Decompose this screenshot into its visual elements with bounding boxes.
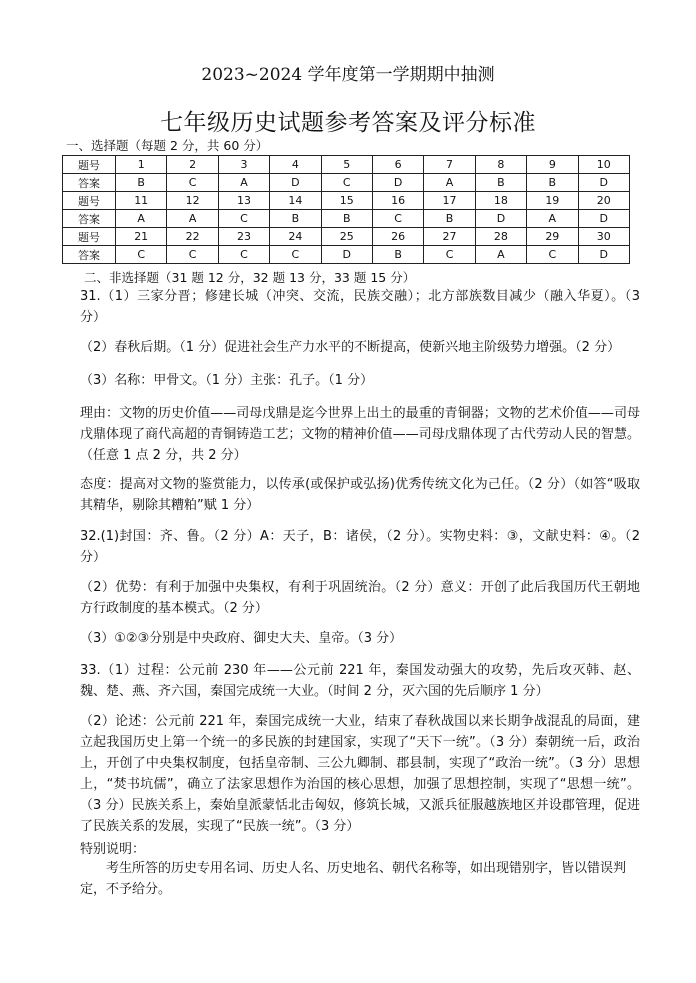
row-label: 答案	[63, 210, 116, 228]
table-cell: D	[475, 210, 526, 228]
table-row	[63, 210, 630, 228]
answer-31-3: （3）名称：甲骨文。（1 分）主张：孔子。（1 分）	[80, 373, 374, 388]
table-row	[63, 174, 630, 192]
table-cell: D	[578, 174, 629, 192]
answer-33-1: 33.（1）过程：公元前 230 年——公元前 221 年，秦国发动强大的攻势，先后攻灭韩、赵、魏、楚、燕、齐六国，秦国完成统一大业。（时间 2 分，灭六国的先后顺序 1 分）	[80, 663, 640, 699]
table-cell: 21	[116, 228, 167, 246]
table-cell: 9	[527, 156, 578, 174]
table-cell: 16	[372, 192, 423, 210]
table-cell: B	[527, 174, 578, 192]
table-cell: C	[167, 174, 218, 192]
table-cell: 6	[372, 156, 423, 174]
table-cell: C	[218, 246, 269, 264]
table-cell: B	[270, 210, 321, 228]
table-cell: A	[167, 210, 218, 228]
table-cell: 26	[372, 228, 423, 246]
table-cell: 29	[527, 228, 578, 246]
table-cell: C	[270, 246, 321, 264]
answer-32-2: （2）优势：有利于加强中央集权，有利于巩固统治。（2 分）意义：开创了此后我国历代王朝地方行政制度的基本模式。（2 分）	[80, 580, 640, 616]
answer-31-1: 31.（1）三家分晋；修建长城（冲突、交流，民族交融）；北方部族数目减少（融入华夏）。（3 分）	[80, 289, 640, 325]
table-cell: B	[372, 246, 423, 264]
table-cell: D	[372, 174, 423, 192]
table-cell: 14	[270, 192, 321, 210]
table-cell: B	[116, 174, 167, 192]
table-cell: 23	[218, 228, 269, 246]
row-label: 题号	[63, 192, 116, 210]
term-heading: 2023~2024 学年度第一学期期中抽测	[201, 65, 495, 85]
table-cell: 13	[218, 192, 269, 210]
section2-heading: 二、非选择题（31 题 12 分，32 题 13 分，33 题 15 分）	[84, 270, 416, 285]
table-cell: A	[218, 174, 269, 192]
table-cell: B	[321, 210, 372, 228]
table-row	[63, 228, 630, 246]
row-label: 题号	[63, 228, 116, 246]
table-cell: D	[321, 246, 372, 264]
table-cell: C	[167, 246, 218, 264]
table-cell: 27	[424, 228, 475, 246]
table-row	[63, 156, 630, 174]
table-cell: C	[218, 210, 269, 228]
table-cell: 1	[116, 156, 167, 174]
row-label: 题号	[63, 156, 116, 174]
table-cell: D	[578, 210, 629, 228]
table-cell: 15	[321, 192, 372, 210]
table-row	[63, 246, 630, 264]
table-cell: 28	[475, 228, 526, 246]
table-cell: C	[527, 246, 578, 264]
note-body: 考生所答的历史专用名词、历史人名、历史地名、朝代名称等，如出现错别字，皆以错误判定，不予给分。	[80, 861, 627, 897]
note-title: 特别说明：	[80, 842, 146, 857]
table-cell: A	[475, 246, 526, 264]
table-cell: 17	[424, 192, 475, 210]
table-cell: 4	[270, 156, 321, 174]
table-cell: B	[424, 210, 475, 228]
table-cell: C	[116, 246, 167, 264]
table-cell: 2	[167, 156, 218, 174]
table-cell: 20	[578, 192, 629, 210]
table-cell: 25	[321, 228, 372, 246]
table-cell: A	[424, 174, 475, 192]
table-cell: 12	[167, 192, 218, 210]
table-cell: 5	[321, 156, 372, 174]
table-cell: B	[475, 174, 526, 192]
table-cell: D	[270, 174, 321, 192]
answer-32-1: 32.(1)封国：齐、鲁。（2 分）A：天子，B：诸侯，（2 分）。实物史料：③，文献史料：④。（2 分）	[80, 529, 640, 565]
table-cell: D	[578, 246, 629, 264]
answer-33-2: （2）论述：公元前 221 年，秦国完成统一大业，结束了春秋战国以来长期争战混乱的局面，建立起我国历史上第一个统一的多民族的封建国家，实现了“天下一统”。（3 分）秦朝统一后，政治上，开创了中央集权制度，包括皇帝制、三公九卿制、郡县制，实现了“政治一统”。（3 分）思想上，“焚书坑儒”，确立了法家思想作为治国的核心思想，加强了思想控制，实现了“思想一统”。（3 分）民族关系上，秦始皇派蒙恬北击匈奴，修筑长城，又派兵征服越族地区并设郡管理，促进了民族关系的发展，实现了“民族一统”。（3 分）	[80, 714, 640, 834]
table-cell: C	[372, 210, 423, 228]
table-cell: A	[116, 210, 167, 228]
table-cell: 30	[578, 228, 629, 246]
table-row	[63, 192, 630, 210]
row-label: 答案	[63, 246, 116, 264]
page-title: 七年级历史试题参考答案及评分标准	[160, 110, 536, 136]
table-cell: 24	[270, 228, 321, 246]
table-cell: 11	[116, 192, 167, 210]
table-cell: 19	[527, 192, 578, 210]
table-cell: 3	[218, 156, 269, 174]
table-cell: 22	[167, 228, 218, 246]
table-cell: 8	[475, 156, 526, 174]
table-cell: 10	[578, 156, 629, 174]
answer-31-reason: 理由：文物的历史价值——司母戊鼎是迄今世界上出土的最重的青铜器；文物的艺术价值——司母戊鼎体现了商代高超的青铜铸造工艺；文物的精神价值——司母戊鼎体现了古代劳动人民的智慧。（任意 1 点 2 分，共 2 分）	[80, 406, 640, 463]
table-cell: C	[424, 246, 475, 264]
answer-32-3: （3）①②③分别是中央政府、御史大夫、皇帝。（3 分）	[80, 631, 403, 646]
row-label: 答案	[63, 174, 116, 192]
answer-31-2: （2）春秋后期。（1 分）促进社会生产力水平的不断提高，使新兴地主阶级势力增强。（2 分）	[80, 340, 621, 355]
answer-31-attitude: 态度：提高对文物的鉴赏能力，以传承(或保护或弘扬)优秀传统文化为己任。（2 分）（如答“吸取其精华，剔除其糟粕”赋 1 分）	[80, 477, 640, 513]
table-cell: C	[321, 174, 372, 192]
section1-heading: 一、选择题（每题 2 分，共 60 分）	[66, 138, 269, 153]
table-cell: 18	[475, 192, 526, 210]
answer-table	[62, 155, 630, 264]
table-cell: 7	[424, 156, 475, 174]
table-cell: A	[527, 210, 578, 228]
